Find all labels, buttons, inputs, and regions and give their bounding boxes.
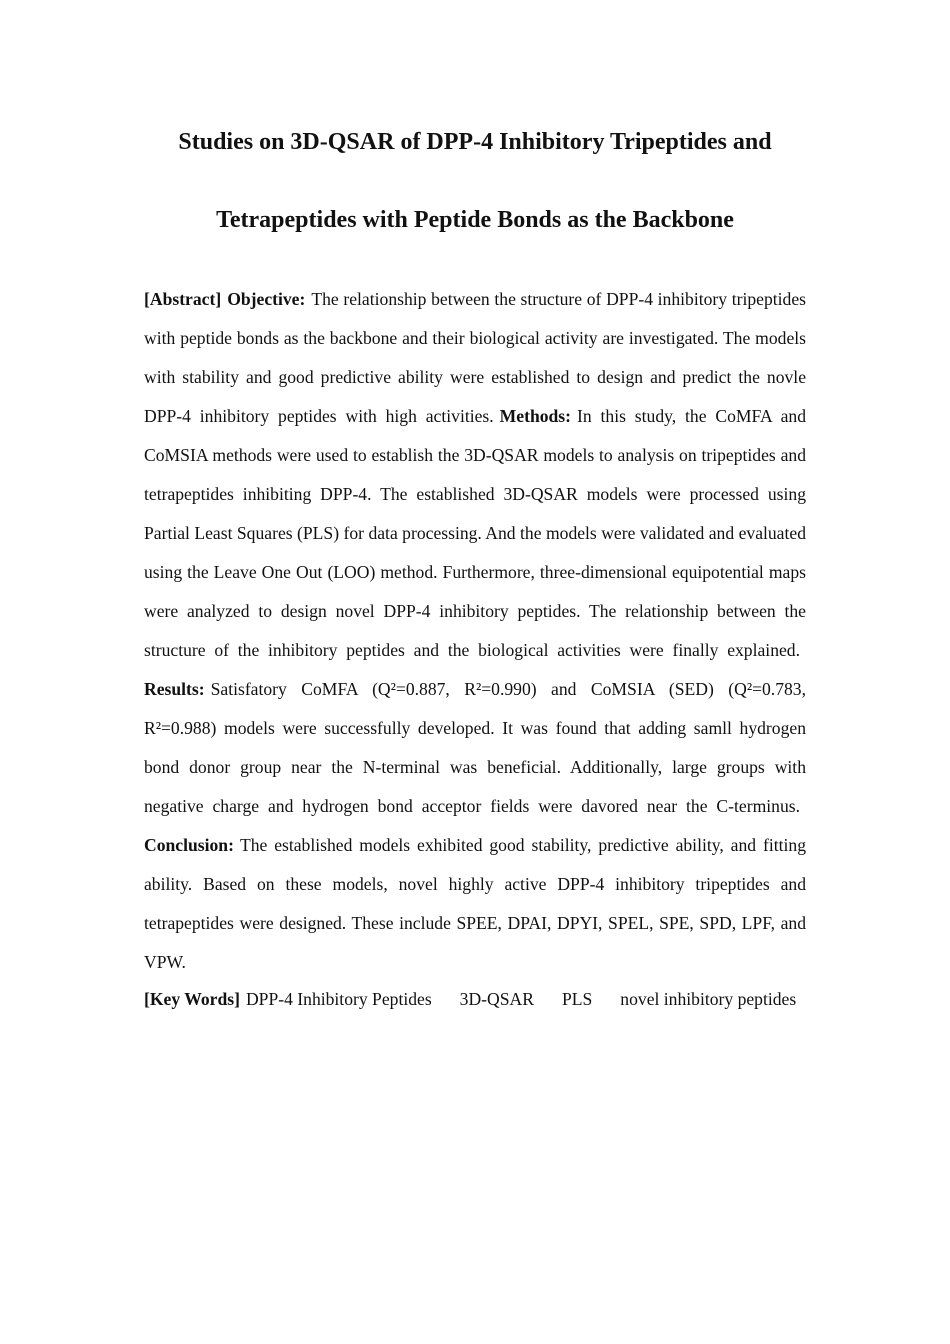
results-text: Satisfatory CoMFA (Q²=0.887, R²=0.990) and CoMSIA (SED) (Q²=0.783, R²=0.988) models were successfully developed. It was found that adding samll hydrogen bond donor group near the N-terminal was beneficial. Additionally, large groups with negative charge and hydrogen bond acceptor fields were davored near the C-terminus. <box>144 679 806 816</box>
objective-label: Objective: <box>227 289 306 309</box>
keyword-item: novel inhibitory peptides <box>620 989 797 1009</box>
keywords-paragraph <box>144 980 806 1019</box>
abstract-paragraph <box>144 280 806 982</box>
abstract-label: [Abstract] <box>144 289 222 309</box>
results-label: Results: <box>144 679 205 699</box>
keyword-item: PLS <box>561 989 593 1009</box>
paper-title-line-1: Studies on 3D-QSAR of DPP-4 Inhibitory Tripeptides and <box>178 129 772 155</box>
keywords-label: [Key Words] <box>144 989 240 1009</box>
conclusion-label: Conclusion: <box>144 835 234 855</box>
methods-text: In this study, the CoMFA and CoMSIA methods were used to establish the 3D-QSAR models to analysis on tripeptides and tetrapeptides inhibiting DPP-4. The established 3D-QSAR models were processed using Partial Least Squares (PLS) for data processing. And the models were validated and evaluated using the Leave One Out (LOO) method. Furthermore, three-dimensional equipotential maps were analyzed to design novel DPP-4 inhibitory peptides. The relationship between the structure of the inhibitory peptides and the biological activities were finally explained. <box>144 406 807 660</box>
objective-text: The relationship between the structure of DPP-4 inhibitory tripeptides with peptide bonds as the backbone and their biological activity are investigated. The models with stability and good predictive ability were established to design and predict the novle DPP-4 inhibitory peptides with high activities. <box>144 289 806 426</box>
keyword-item: DPP-4 Inhibitory Peptides <box>245 989 432 1009</box>
methods-label: Methods: <box>499 406 572 426</box>
paper-title-line-2: Tetrapeptides with Peptide Bonds as the Backbone <box>216 207 734 233</box>
conclusion-text: The established models exhibited good stability, predictive ability, and fitting ability. Based on these models, novel highly active DPP-4 inhibitory tripeptides and tetrapeptides were designed. These include SPEE, DPAI, DPYI, SPEL, SPE, SPD, LPF, and VPW. <box>144 835 806 972</box>
keyword-item: 3D-QSAR <box>459 989 534 1009</box>
